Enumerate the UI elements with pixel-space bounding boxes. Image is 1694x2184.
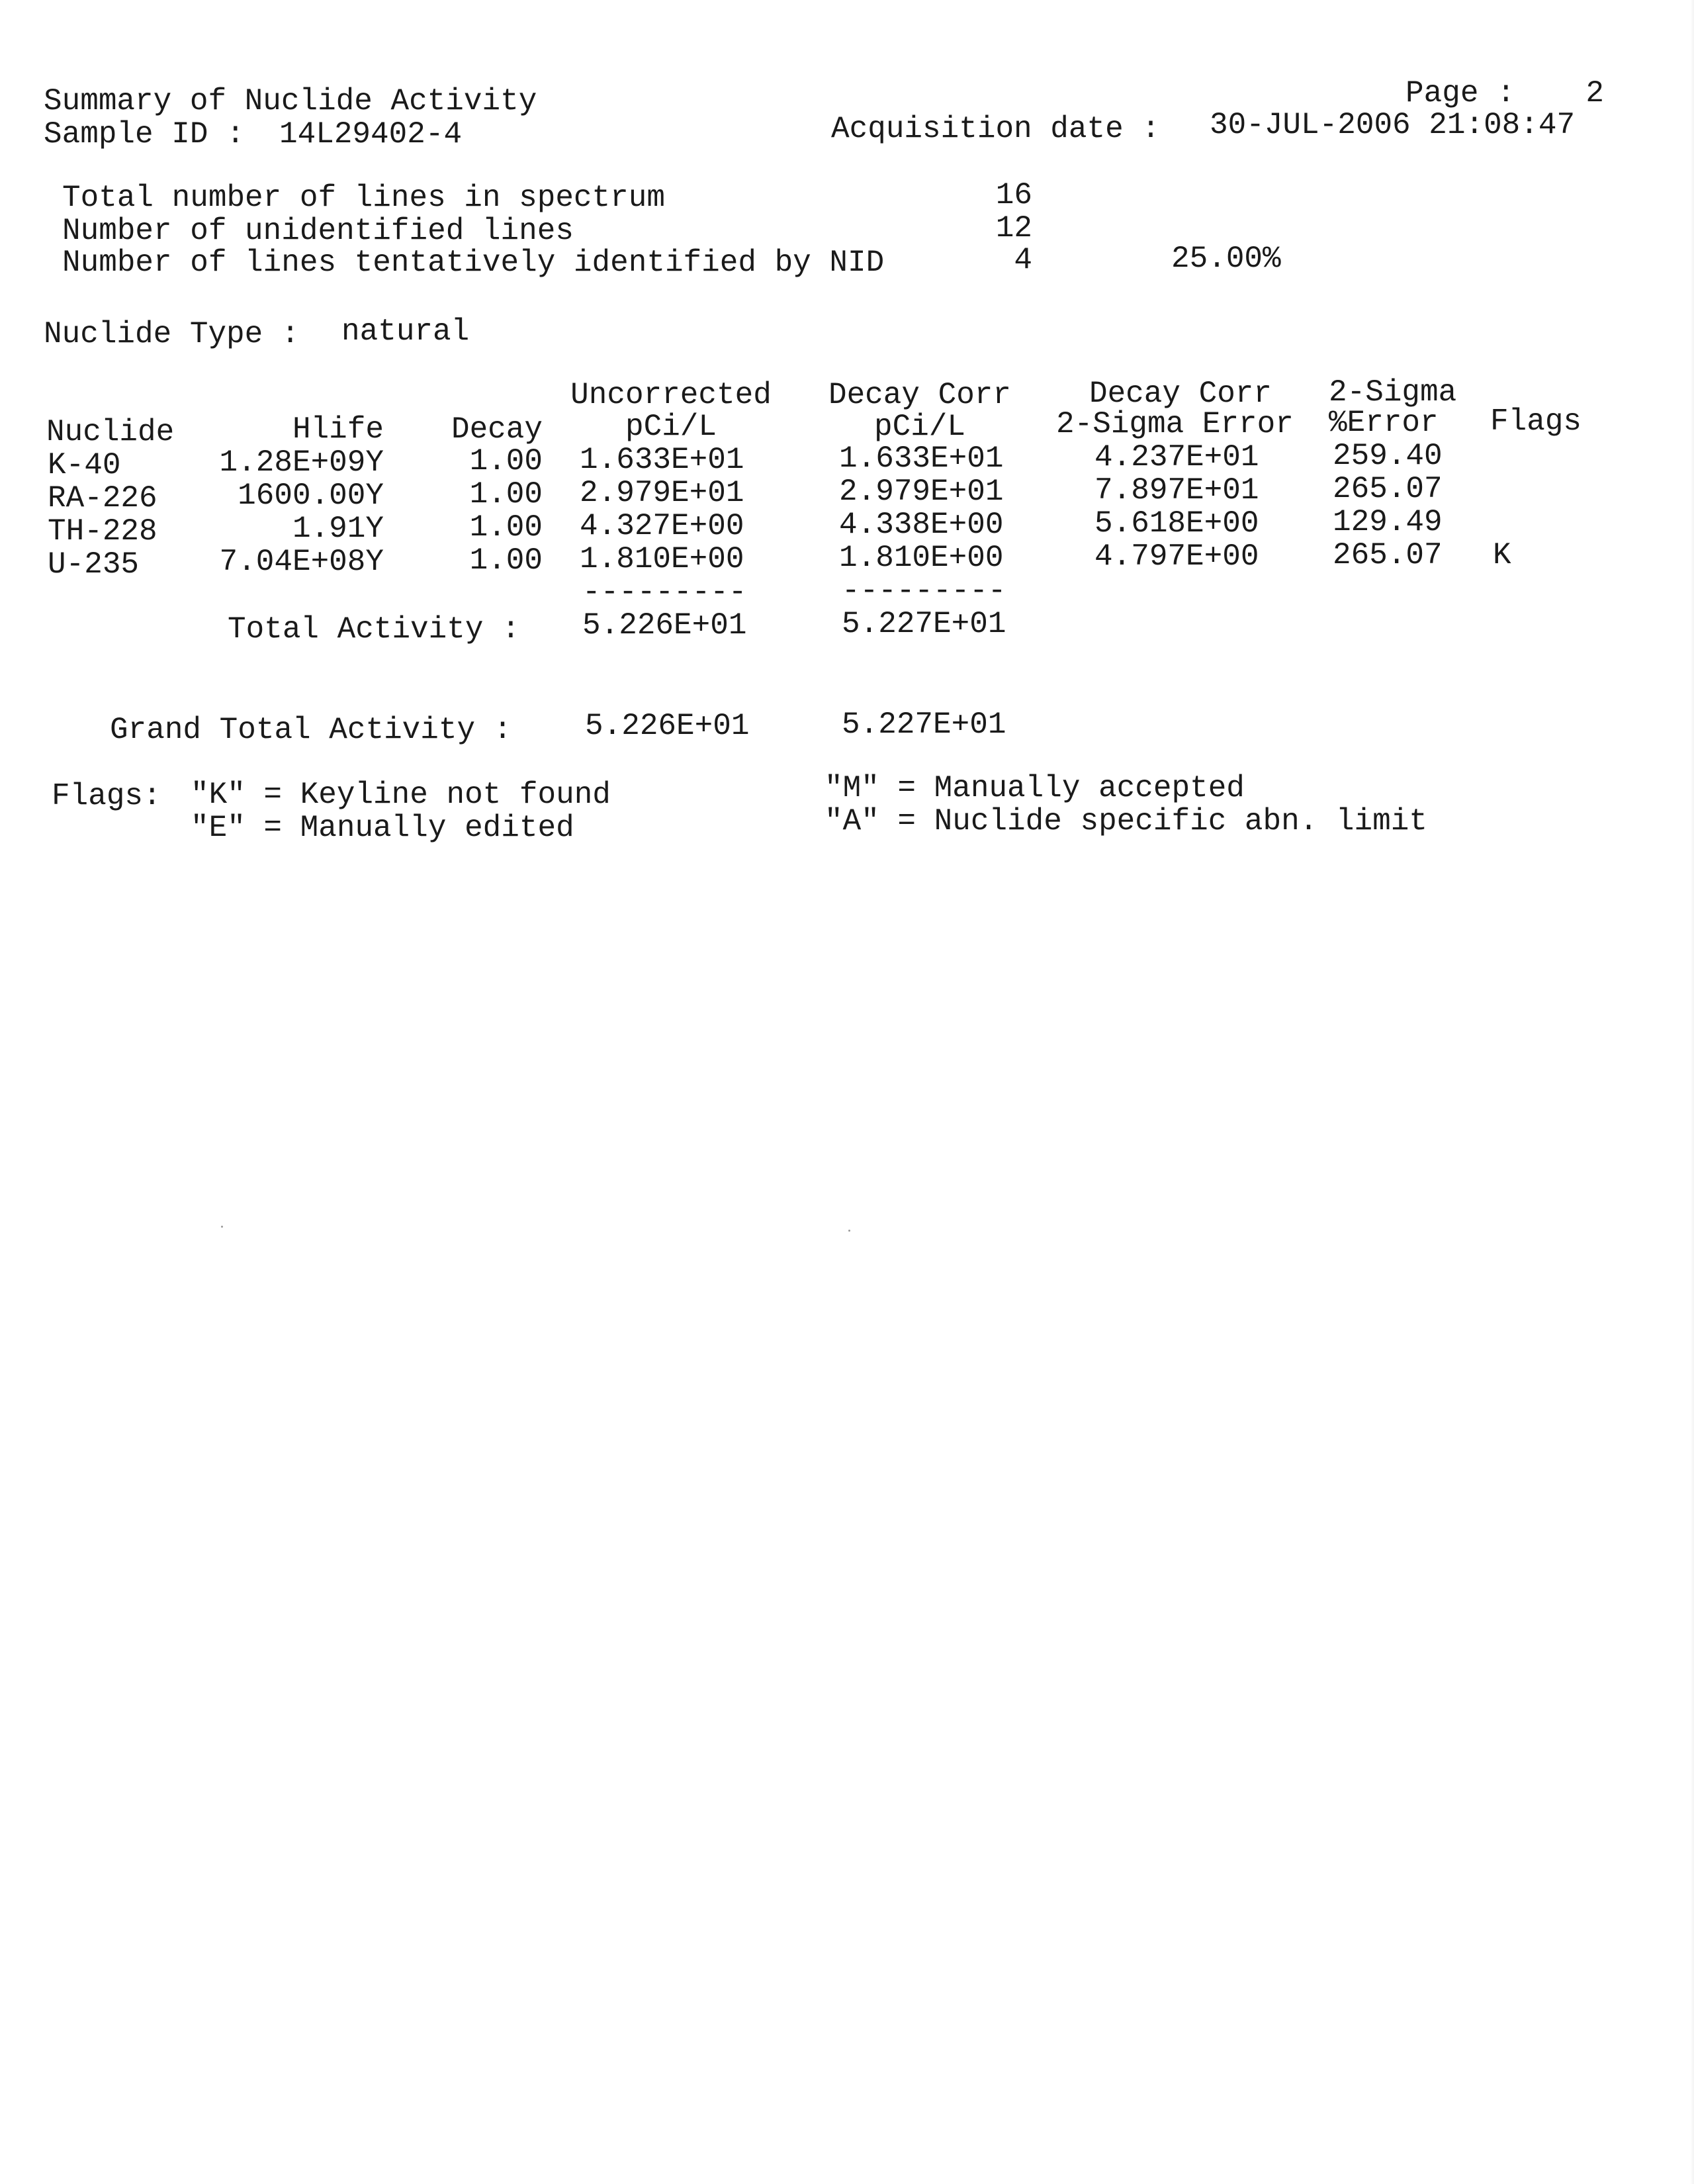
scan-speck [221,1226,223,1228]
flags-legend-e: "E" = Manually edited [191,811,574,845]
table-cell-error: 4.237E+01 [1094,440,1259,475]
table-cell-decay: 1.00 [469,510,543,545]
header-nuclide: Nuclide [46,415,175,449]
tentative-label: Number of lines tentatively identified by NID [62,246,885,280]
flags-legend-m: "M" = Manually accepted [825,771,1245,805]
table-cell-decay-corr: 1.633E+01 [839,441,1004,476]
sample-id: 14L29402-4 [279,117,463,152]
table-cell-error: 4.797E+00 [1094,539,1259,574]
header-decay-corr-2: pCi/L [873,410,966,444]
sample-id-label: Sample ID : [44,117,245,152]
header-dc-error-2: 2-Sigma Error [1056,407,1294,441]
table-cell-uncorrected: 2.979E+01 [580,476,744,510]
total-activity-decay-corr: 5.227E+01 [842,607,1006,641]
header-uncorrected-1: Uncorrected [570,378,772,412]
header-sigma-2: %Error [1329,406,1439,440]
acquisition-date: 30-JUL-2006 21:08:47 [1210,108,1576,142]
total-lines-label: Total number of lines in spectrum [62,181,665,215]
unidentified-value: 12 [995,211,1032,246]
page-label: Page : [1405,76,1515,111]
table-cell-hlife: 7.04E+08Y [219,545,384,579]
table-cell-uncorrected: 1.810E+00 [580,542,744,576]
table-cell-nuclide: RA-226 [48,481,157,516]
tentative-value: 4 [1014,243,1032,277]
table-cell-nuclide: U-235 [48,547,140,582]
grand-total-label: Grand Total Activity : [110,713,512,747]
table-cell-flags: K [1493,538,1511,572]
flags-legend-label: Flags: [52,779,161,813]
total-separator: --------- [582,575,747,610]
table-cell-error: 5.618E+00 [1094,506,1259,541]
table-cell-hlife: 1.28E+09Y [219,445,384,480]
scan-edge-shadow [1690,0,1694,2184]
table-cell-decay: 1.00 [469,477,543,512]
table-cell-nuclide: K-40 [48,448,121,482]
table-cell-decay: 1.00 [469,444,543,478]
table-cell-decay: 1.00 [469,543,543,578]
tentative-percent: 25.00% [1171,242,1281,276]
header-hlife: Hlife [292,412,384,447]
table-cell-pct-error: 129.49 [1333,505,1443,539]
table-cell-pct-error: 259.40 [1333,439,1443,473]
acquisition-label: Acquisition date : [831,112,1160,146]
table-cell-uncorrected: 4.327E+00 [580,509,744,543]
table-cell-pct-error: 265.07 [1333,538,1443,572]
table-cell-pct-error: 265.07 [1333,472,1443,506]
table-cell-error: 7.897E+01 [1094,473,1259,508]
total-lines-value: 16 [995,178,1032,212]
table-cell-uncorrected: 1.633E+01 [580,443,744,477]
nuclide-type-label: Nuclide Type : [44,317,300,351]
nuclide-type-value: natural [341,314,470,349]
table-cell-decay-corr: 2.979E+01 [839,475,1004,509]
header-flags: Flags [1490,404,1582,439]
report-title: Summary of Nuclide Activity [44,84,537,118]
table-cell-decay-corr: 4.338E+00 [839,508,1004,542]
flags-legend-a: "A" = Nuclide specific abn. limit [825,804,1427,839]
header-sigma-1: 2-Sigma [1329,375,1457,410]
total-separator: --------- [842,574,1006,608]
table-cell-hlife: 1600.00Y [238,478,384,513]
page-number: 2 [1585,76,1604,111]
header-decay: Decay [451,412,543,447]
grand-total-uncorrected: 5.226E+01 [585,709,750,743]
header-dc-error-1: Decay Corr [1089,377,1272,411]
table-cell-hlife: 1.91Y [292,512,384,546]
scan-speck [848,1230,850,1232]
total-activity-label: Total Activity : [228,612,520,647]
grand-total-decay-corr: 5.227E+01 [842,707,1006,742]
table-cell-decay-corr: 1.810E+00 [839,541,1004,575]
total-activity-uncorrected: 5.226E+01 [582,608,747,643]
header-uncorrected-2: pCi/L [625,410,717,444]
table-cell-nuclide: TH-228 [48,514,157,549]
unidentified-label: Number of unidentified lines [62,214,574,248]
header-decay-corr-1: Decay Corr [828,378,1012,412]
flags-legend-k: "K" = Keyline not found [191,778,611,812]
